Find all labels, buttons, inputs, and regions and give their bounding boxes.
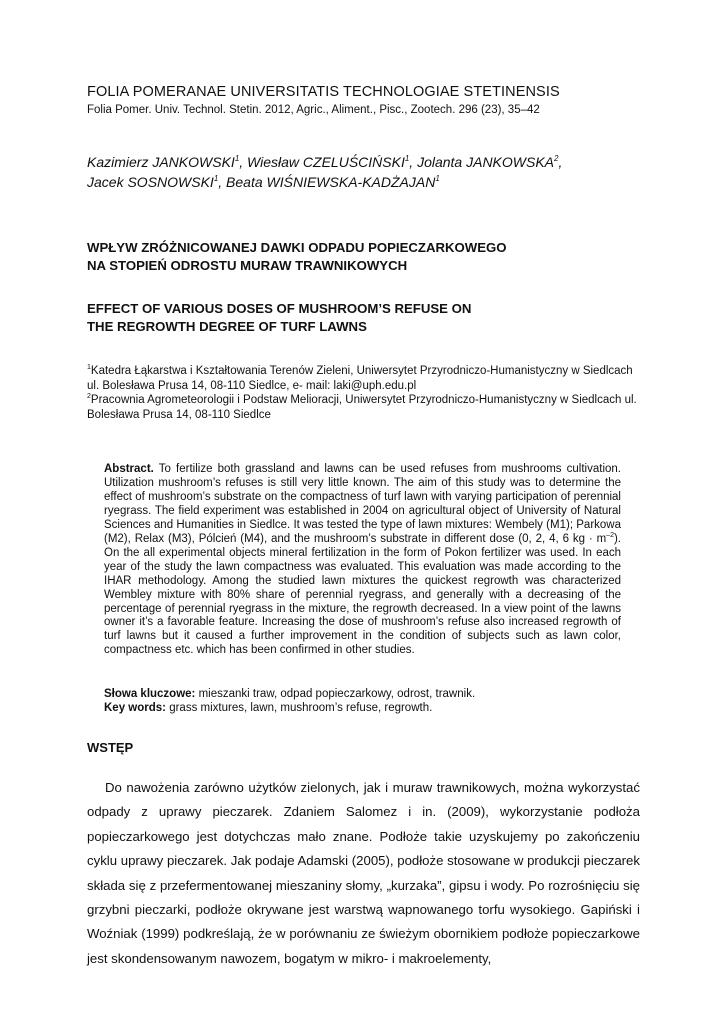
section-heading: WSTĘP	[87, 740, 134, 755]
journal-title: FOLIA POMERANAE UNIVERSITATIS TECHNOLOGIAE STETINENSIS	[87, 84, 560, 100]
keywords-english-text: grass mixtures, lawn, mushroom’s refuse, regrowth.	[166, 702, 433, 714]
author-affiliation-mark: 1	[234, 154, 240, 163]
author-name: Kazimierz JANKOWSKI	[87, 154, 235, 170]
affiliation-1	[87, 364, 647, 393]
author-affiliation-mark: 1	[213, 174, 219, 183]
title-english-line: THE REGROWTH DEGREE OF TURF LAWNS	[87, 319, 367, 334]
affiliation-number: 1	[87, 364, 91, 371]
keywords-english-label: Key words:	[104, 702, 166, 714]
keywords-polish-text: mieszanki traw, odpad popieczarkowy, odrost, trawnik.	[195, 688, 476, 700]
author-name: Jolanta JANKOWSKA	[417, 154, 555, 170]
author-name: Beata WIŚNIEWSKA-KADŻAJAN	[226, 174, 436, 190]
title-english-line: EFFECT OF VARIOUS DOSES OF MUSHROOM’S REFUSE ON	[87, 301, 472, 316]
author-name: Wiesław CZELUŚCIŃSKI	[247, 154, 405, 170]
abstract-superscript: –2	[606, 531, 614, 539]
keywords-polish	[104, 687, 621, 701]
author-list: Kazimierz JANKOWSKI$^1$, Wiesław CZELUŚCIŃSKI$^1$, Jolanta JANKOWSKA$^2$, Jacek SOSNOWSKI$^1$, Beata WIŚNIEWSKA-KADŻAJAN$^1$	[87, 154, 563, 190]
body-paragraph: Do nawożenia zarówno użytków zielonych, jak i muraw trawnikowych, można wykorzystać odpady z uprawy pieczarek. Zdaniem Salomez i in. (2009), wykorzystanie podłoża popieczarkowego jest dotychczas mało znane. Podłoże takie uzyskujemy po zakończeniu cyklu uprawy pieczarek. Jak podaje Adamski (2005), podłoże stosowane w produkcji pieczarek składa się z przefermentowanej mieszaniny słomy, „kurzaka”, gipsu i wody. Po rozrośnięciu się grzybni pieczarki, podłoże okrywane jest warstwą wapnowanego torfu wysokiego. Gapiński i Woźniak (1999) podkreślają, że w porównaniu ze świeżym obornikiem podłoże popieczarkowe jest skondensowanym nawozem, bogatym w mikro- i makroelementy,	[87, 780, 640, 966]
title-english	[87, 300, 647, 336]
journal-citation: Folia Pomer. Univ. Technol. Stetin. 2012, Agric., Aliment., Pisc., Zootech. 296 (23), 35–42	[87, 104, 540, 116]
author-affiliation-mark: 2	[554, 154, 559, 163]
title-polish-line: WPŁYW ZRÓŻNICOWANEJ DAWKI ODPADU POPIECZARKOWEGO	[87, 240, 507, 255]
affiliation-number: 2	[87, 393, 91, 400]
abstract-text: ). On the all experimental objects mineral fertilization in the form of Pokon fertilizer was used. In each year of the study the lawn compactness was evaluated. This evaluation was made according to the IHAR methodology. Among the studied lawn mixtures the quickest regrowth was characterized Wembley mixture with 80% share of perennial ryegrass, and generally with a decreasing of the percentage of perennial ryegrass in the mixture, the regrowth decreased. In a view point of the lawns owner it’s a favorable feature. Increasing the dose of mushroom’s refuse also increased regrowth of turf lawns but it caused a further improvement in the condition of subjects such as lawn color, compactness etc. which has been confirmed in other studies.	[104, 532, 621, 657]
author-affiliation-mark: 1	[404, 154, 410, 163]
abstract-label: Abstract.	[104, 463, 154, 475]
keywords-english	[104, 701, 621, 715]
author-affiliation-mark: 1	[435, 174, 440, 183]
affiliation-text: Katedra Łąkarstwa i Kształtowania Terenów Zieleni, Uniwersytet Przyrodniczo-Humanistyczny w Siedlcach ul. Bolesława Prusa 14, 08-110 Siedlce, e- mail: laki@uph.edu.pl	[87, 365, 633, 392]
affiliation-2	[87, 393, 647, 422]
author-name: Jacek SOSNOWSKI	[87, 174, 214, 190]
abstract	[104, 463, 621, 658]
title-polish	[87, 239, 647, 275]
abstract-text: To fertilize both grassland and lawns can be used refuses from mushrooms cultivation. Utilization mushroom’s refuses is still very little known. The aim of this study was to determine the effect of mushroom’s substrate on the compactness of turf lawn with varying participation of perennial ryegrass. The field experiment was established in 2004 on agricultural object of University of Natural Sciences and Humanities in Siedlce. It was tested the type of lawn mixtures: Wembely (M1); Parkowa (M2), Relax (M3), Pólcień (M4), and the mushroom’s substrate in different dose (0, 2, 4, 6 kg · m	[104, 463, 621, 545]
body-text	[87, 776, 640, 971]
title-polish-line: NA STOPIEŃ ODROSTU MURAW TRAWNIKOWYCH	[87, 258, 408, 273]
affiliation-text: Pracownia Agrometeorologii i Podstaw Melioracji, Uniwersytet Przyrodniczo-Humanistyczny w Siedlcach ul. Bolesława Prusa 14, 08-110 Siedlce	[87, 394, 637, 421]
keywords-polish-label: Słowa kluczowe:	[104, 688, 196, 700]
keywords	[104, 687, 621, 715]
